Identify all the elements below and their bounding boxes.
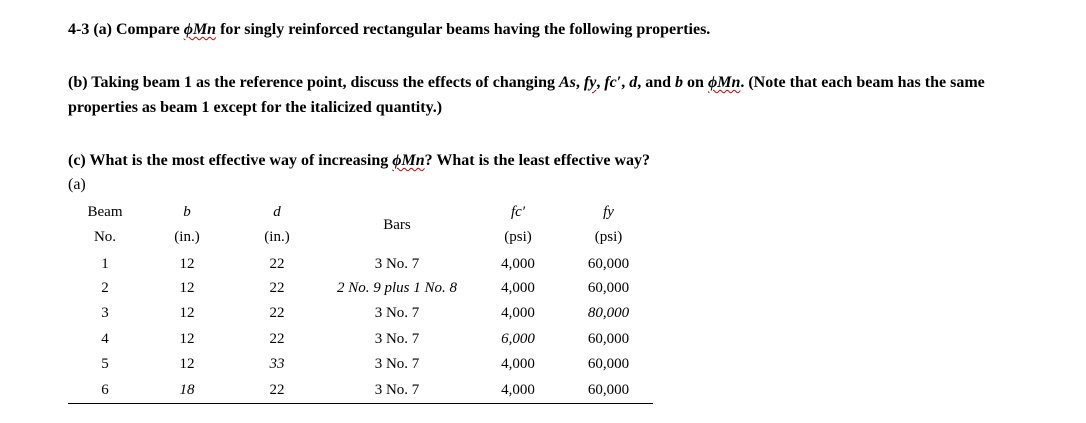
cell-b: 12	[179, 279, 195, 296]
cell-bars: 2 No. 9 plus 1 No. 8	[336, 279, 457, 296]
as-symbol: As	[558, 74, 576, 91]
phi-mn-symbol: ϕMn	[707, 74, 741, 91]
table-row	[68, 250, 653, 276]
part-a-question: 4-3 (a) Compare ϕMn for singly reinforced rectangular beams having the following properties.	[68, 21, 711, 38]
cell-fy: 60,000	[587, 256, 630, 273]
cell-fc: 6,000	[501, 330, 535, 347]
cell-d: 33	[269, 356, 285, 373]
header-fy-unit: (psi)	[594, 229, 623, 245]
header-beam-no: No.	[93, 229, 117, 245]
cell-b: 12	[179, 330, 195, 347]
cell-b: 18	[142, 378, 232, 404]
cell-d: 22	[232, 378, 322, 404]
table-row	[68, 327, 653, 353]
cell-fc: 4,000	[501, 305, 535, 322]
cell-no: 1	[101, 256, 109, 273]
cell-fy: 80,000	[587, 305, 630, 322]
beam-properties-table	[68, 200, 653, 404]
cell-bars: 3 No. 7	[322, 378, 472, 404]
cell-bars: 3 No. 7	[374, 356, 420, 373]
b-symbol: b	[675, 74, 684, 91]
cell-fc: 4,000	[501, 356, 535, 373]
cell-d: 22	[269, 330, 285, 347]
table-row	[68, 378, 653, 404]
header-b: b	[183, 204, 191, 220]
fy-symbol: fy	[583, 74, 597, 91]
table-row	[68, 276, 653, 302]
cell-fc: 4,000	[501, 256, 535, 273]
cell-no: 2	[101, 279, 109, 296]
cell-bars: 3 No. 7	[374, 256, 420, 273]
phi-mn-symbol: ϕMn	[183, 21, 217, 38]
header-fc-unit: (psi)	[504, 229, 532, 245]
cell-b: 12	[179, 256, 195, 273]
header-bars: Bars	[383, 216, 411, 233]
phi-mn-symbol: ϕMn	[392, 152, 425, 169]
cell-d: 22	[269, 279, 285, 296]
part-b-question: (b) Taking beam 1 as the reference point, discuss the effects of changing As, fy, fc′, d, and b on ϕMn. (Note that each beam has the same	[68, 74, 985, 91]
cell-fy: 60,000	[587, 356, 630, 373]
cell-bars: 3 No. 7	[374, 330, 420, 347]
part-c-question: (c) What is the most effective way of increasing ϕMn? What is the least effective way?	[68, 152, 651, 169]
header-beam: Beam	[87, 204, 123, 220]
cell-fc: 4,000	[501, 279, 535, 296]
cell-no: 3	[101, 305, 109, 322]
table-row	[68, 352, 653, 378]
cell-d: 22	[269, 305, 285, 322]
d-symbol: d	[629, 74, 638, 91]
part-b-question-line2: properties as beam 1 except for the italicized quantity.)	[68, 99, 443, 116]
header-d-unit: (in.)	[264, 229, 290, 245]
cell-bars: 3 No. 7	[374, 305, 420, 322]
cell-fy: 60,000	[587, 279, 630, 296]
answer-label: (a)	[68, 176, 86, 193]
cell-fy: 60,000	[587, 330, 630, 347]
cell-fy: 60,000	[564, 378, 653, 404]
table-row	[68, 301, 653, 327]
cell-no: 4	[101, 330, 109, 347]
header-fy: fy	[603, 204, 614, 220]
header-d: d	[273, 204, 281, 220]
fc-symbol: fc′	[604, 74, 622, 91]
cell-b: 12	[179, 305, 195, 322]
cell-no: 6	[68, 378, 142, 404]
cell-d: 22	[269, 256, 285, 273]
cell-no: 5	[101, 356, 109, 373]
header-b-unit: (in.)	[174, 229, 200, 245]
cell-fc: 4,000	[472, 378, 564, 404]
header-fc: fc′	[510, 204, 526, 220]
cell-b: 12	[179, 356, 195, 373]
